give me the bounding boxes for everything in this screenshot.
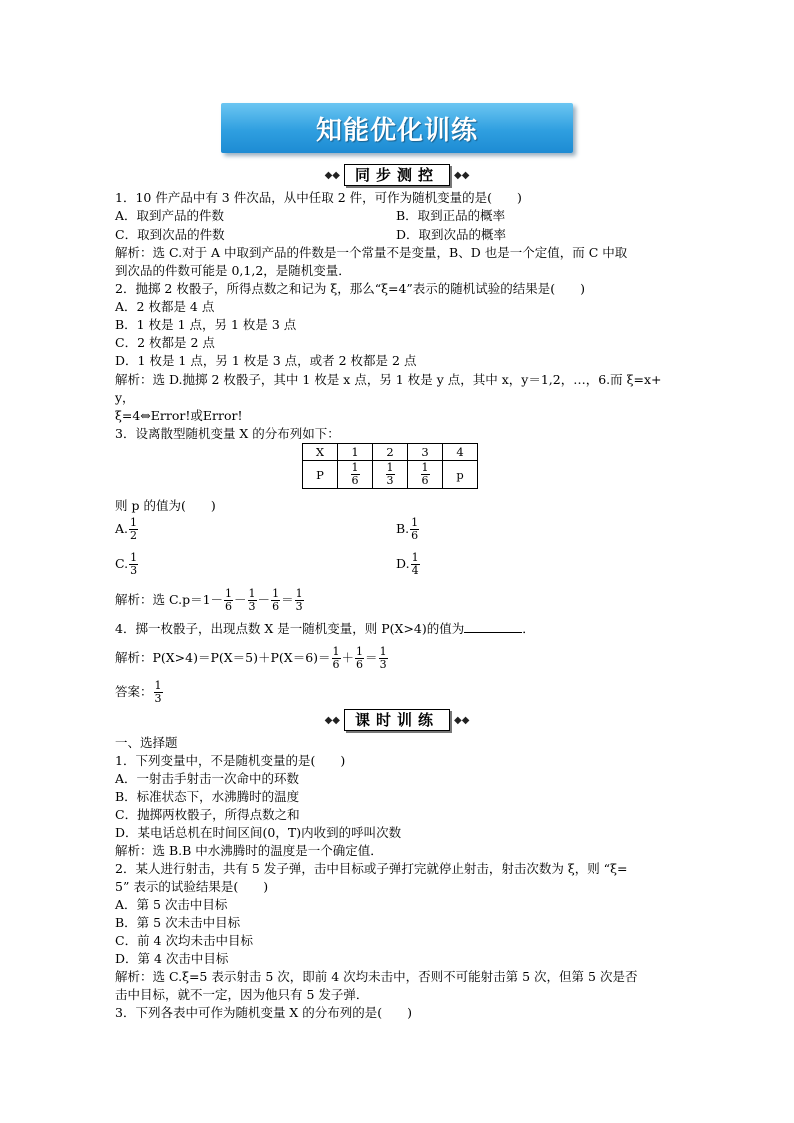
p2-q2-option-c: C．前 4 次均未击中目标 bbox=[115, 933, 253, 948]
q2-analysis-line1: 解析：选 D.抛掷 2 枚骰子，其中 1 枚是 x 点，另 1 枚是 y 点，其中 x，y＝1,2，…，6.而 ξ=x+ bbox=[115, 372, 662, 387]
fraction bbox=[379, 646, 388, 671]
numerator: 1 bbox=[379, 645, 387, 658]
denominator: 2 bbox=[130, 529, 138, 542]
q2-analysis-line3: ξ=4⇔Error!或Error! bbox=[115, 408, 243, 423]
q4-answer bbox=[115, 680, 164, 705]
numerator: 1 bbox=[272, 587, 280, 600]
q4-analysis: 解析：P(X>4)＝P(X＝5)＋P(X＝6)＝ $\frac{1}{6}$ ＋ $\frac{1}{6}$ ＝ $\frac{1}{3}$ bbox=[115, 645, 387, 671]
table-cell: p bbox=[443, 461, 478, 489]
q3-option-b bbox=[396, 517, 420, 542]
q3-option-a bbox=[115, 517, 139, 542]
p2-q2-option-b: B．第 5 次未击中目标 bbox=[115, 915, 241, 930]
answer-blank[interactable] bbox=[464, 620, 522, 633]
numerator: 1 bbox=[332, 645, 340, 658]
fraction bbox=[332, 646, 341, 671]
diamond-deco-right: ◆◆ bbox=[454, 714, 470, 726]
denominator: 3 bbox=[295, 600, 303, 613]
p2-q2-stem-line2: 5” 表示的试验结果是( ) bbox=[115, 879, 269, 894]
analysis-text: 解析：P(X>4)＝P(X＝5)＋P(X＝6)＝ bbox=[115, 650, 331, 665]
p2-q2-analysis-line1: 解析：选 C.ξ=5 表示射击 5 次，即前 4 次均未击中，否则不可能射击第 5 次，但第 5 次是否 bbox=[115, 969, 638, 984]
section-header-course bbox=[0, 709, 794, 731]
table-cell bbox=[373, 461, 408, 489]
option-label: B. bbox=[396, 521, 410, 536]
q2-option-b: B．1 枚是 1 点，另 1 枚是 3 点 bbox=[115, 317, 297, 332]
option-label: D. bbox=[396, 556, 410, 571]
q1-analysis-line1: 解析：选 C.对于 A 中取到产品的件数是一个常量不是变量，B、D 也是一个定值，而 C 中取 bbox=[115, 245, 628, 260]
q3-option-c bbox=[115, 552, 139, 577]
numerator: 1 bbox=[356, 645, 364, 658]
q2-stem: 2．抛掷 2 枚骰子，所得点数之和记为 ξ，那么“ξ=4”表示的随机试验的结果是( ) bbox=[115, 281, 586, 296]
numerator: 1 bbox=[130, 516, 138, 529]
q2-option-d: D．1 枚是 1 点，另 1 枚是 3 点，或者 2 枚都是 2 点 bbox=[115, 353, 417, 368]
fraction bbox=[421, 462, 430, 487]
table-cell: 4 bbox=[443, 444, 478, 461]
q2-analysis-line2: y， bbox=[115, 390, 135, 405]
section-title-sync: 同步测控 bbox=[344, 164, 450, 186]
fraction bbox=[271, 588, 280, 613]
section-header-sync bbox=[0, 164, 794, 186]
numerator: 1 bbox=[225, 587, 233, 600]
diamond-deco-left: ◆◆ bbox=[324, 714, 340, 726]
q1-stem: 1．10 件产品中有 3 件次品，从中任取 2 件，可作为随机变量的是( ) bbox=[115, 190, 522, 205]
p2-q2-option-a: A．第 5 次击中目标 bbox=[115, 897, 228, 912]
numerator: 1 bbox=[295, 587, 303, 600]
fraction bbox=[154, 680, 163, 705]
q1-option-d: D．取到次品的概率 bbox=[396, 227, 507, 242]
banner-title: 知能优化训练 bbox=[315, 115, 478, 146]
denominator: 6 bbox=[421, 474, 429, 487]
q1-analysis-line2: 到次品的件数可能是 0,1,2，是随机变量． bbox=[115, 263, 351, 278]
denominator: 3 bbox=[154, 692, 162, 705]
p2-q1-analysis: 解析：选 B.B 中水沸腾时的温度是一个确定值． bbox=[115, 843, 383, 858]
section-title-course: 课时训练 bbox=[344, 709, 450, 731]
denominator: 6 bbox=[332, 658, 340, 671]
fraction bbox=[295, 588, 304, 613]
table-cell: P bbox=[303, 461, 338, 489]
denominator: 6 bbox=[351, 474, 359, 487]
table-cell: 2 bbox=[373, 444, 408, 461]
fraction bbox=[355, 646, 364, 671]
answer-label: 答案： bbox=[115, 684, 153, 699]
numerator: 1 bbox=[351, 461, 359, 474]
p2-q1-option-d: D．某电话总机在时间区间(0，T)内收到的呼叫次数 bbox=[115, 825, 402, 840]
fraction bbox=[386, 462, 395, 487]
part2-heading: 一、选择题 bbox=[115, 735, 178, 750]
numerator: 1 bbox=[411, 551, 419, 564]
diamond-deco-left: ◆◆ bbox=[324, 169, 340, 181]
denominator: 3 bbox=[248, 600, 256, 613]
q2-option-c: C．2 枚都是 2 点 bbox=[115, 335, 215, 350]
denominator: 6 bbox=[272, 600, 280, 613]
p2-q1-option-b: B．标准状态下，水沸腾时的温度 bbox=[115, 789, 300, 804]
p2-q3-stem: 3．下列各表中可作为随机变量 X 的分布列的是( ) bbox=[115, 1005, 413, 1020]
q4-stem-end: ． bbox=[522, 621, 535, 636]
denominator: 4 bbox=[411, 564, 419, 577]
q2-option-a: A．2 枚都是 4 点 bbox=[115, 299, 215, 314]
table-cell bbox=[408, 461, 443, 489]
q1-option-a: A．取到产品的件数 bbox=[115, 208, 225, 223]
q3-analysis: 解析：选 C.p＝1－ $\frac{1}{6}$ － $\frac{1}{3}$ － $\frac{1}{6}$ ＝ $\frac{1}{3}$ bbox=[115, 587, 303, 613]
numerator: 1 bbox=[130, 551, 138, 564]
fraction bbox=[411, 552, 420, 577]
table-row bbox=[303, 461, 478, 489]
numerator: 1 bbox=[154, 679, 162, 692]
diamond-deco-right: ◆◆ bbox=[454, 169, 470, 181]
p2-q2-analysis-line2: 击中目标，就不一定，因为他只有 5 发子弹． bbox=[115, 987, 369, 1002]
title-banner bbox=[221, 103, 573, 153]
p2-q2-option-d: D．第 4 次击中目标 bbox=[115, 951, 229, 966]
p2-q1-option-c: C．抛掷两枚骰子，所得点数之和 bbox=[115, 807, 300, 822]
denominator: 6 bbox=[411, 529, 419, 542]
q3-question: 则 p 的值为( ) bbox=[115, 498, 216, 513]
analysis-text: 解析：选 C.p＝1－ bbox=[115, 592, 224, 607]
table-cell bbox=[338, 461, 373, 489]
denominator: 3 bbox=[386, 474, 394, 487]
numerator: 1 bbox=[421, 461, 429, 474]
table-cell: 1 bbox=[338, 444, 373, 461]
q1-option-b: B．取到正品的概率 bbox=[396, 208, 506, 223]
table-cell: 3 bbox=[408, 444, 443, 461]
option-label: A. bbox=[115, 521, 129, 536]
q1-option-c: C．取到次品的件数 bbox=[115, 227, 225, 242]
fraction bbox=[129, 517, 138, 542]
denominator: 3 bbox=[130, 564, 138, 577]
fraction bbox=[410, 517, 419, 542]
denominator: 3 bbox=[379, 658, 387, 671]
q3-option-d bbox=[396, 552, 421, 577]
denominator: 6 bbox=[225, 600, 233, 613]
table-cell: X bbox=[303, 444, 338, 461]
fraction bbox=[248, 588, 257, 613]
p2-q2-stem-line1: 2．某人进行射击，共有 5 发子弹，击中目标或子弹打完就停止射击，射击次数为 ξ，则 “ξ= bbox=[115, 861, 628, 876]
numerator: 1 bbox=[248, 587, 256, 600]
option-label: C. bbox=[115, 556, 129, 571]
q3-stem: 3．设离散型随机变量 X 的分布列如下： bbox=[115, 426, 340, 441]
denominator: 6 bbox=[356, 658, 364, 671]
fraction bbox=[129, 552, 138, 577]
distribution-table bbox=[302, 443, 478, 489]
p2-q1-stem: 1．下列变量中，不是随机变量的是( ) bbox=[115, 753, 346, 768]
fraction bbox=[224, 588, 233, 613]
fraction bbox=[351, 462, 360, 487]
numerator: 1 bbox=[386, 461, 394, 474]
table-row bbox=[303, 444, 478, 461]
numerator: 1 bbox=[411, 516, 419, 529]
p2-q1-option-a: A．一射击手射击一次命中的环数 bbox=[115, 771, 300, 786]
q4-stem bbox=[115, 620, 535, 638]
q4-stem-text: 4．掷一枚骰子，出现点数 X 是一随机变量，则 P(X>4)的值为 bbox=[115, 621, 465, 636]
